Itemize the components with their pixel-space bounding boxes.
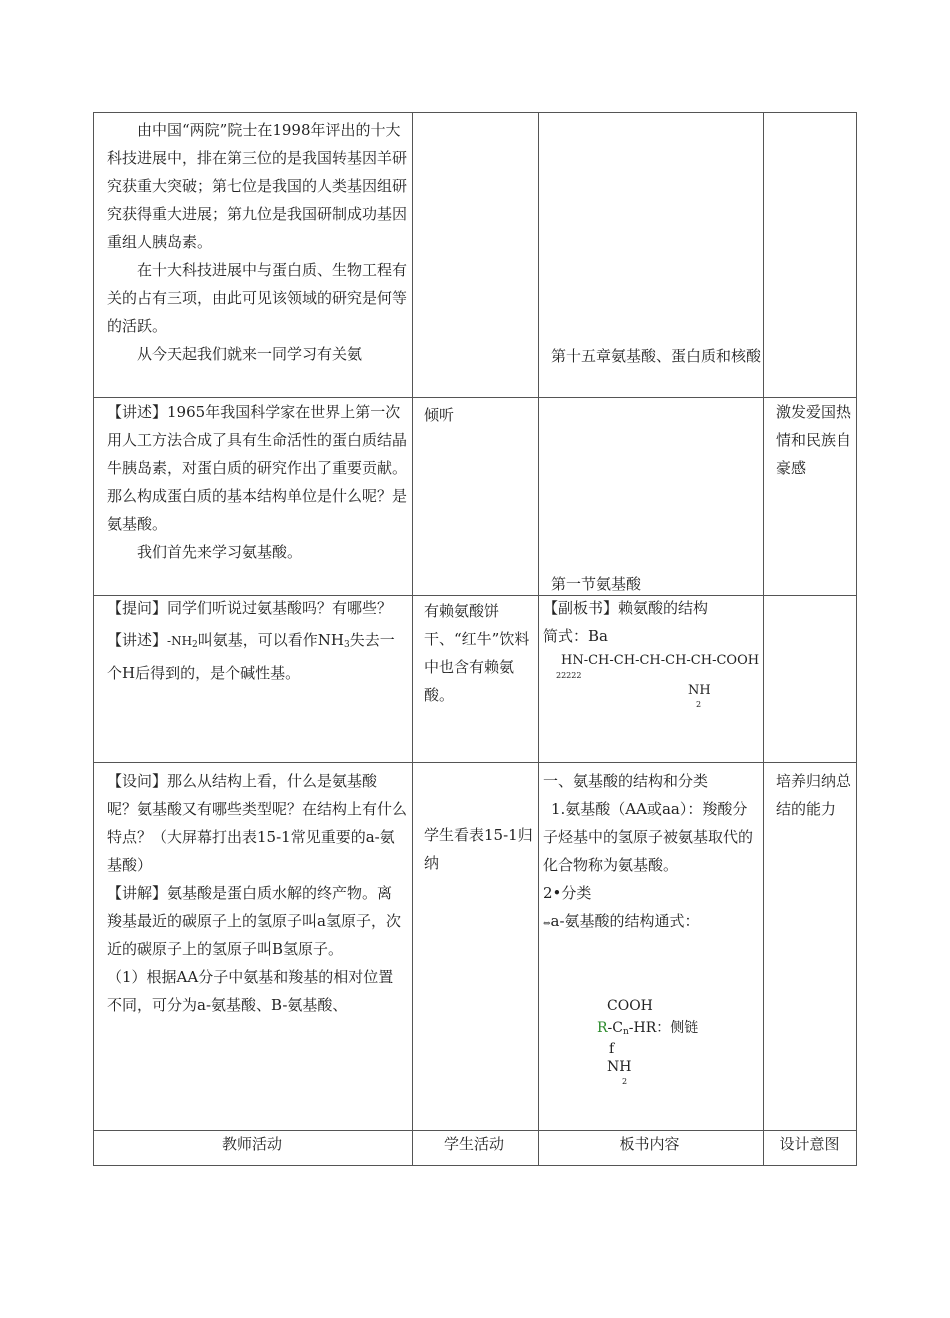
row3-teacher-cell: [107, 594, 407, 687]
board-classification: 2•分类: [543, 884, 592, 902]
board-general-formula-label: [543, 907, 761, 938]
lecture-text: 失去一个H后得到的，是个碱性基。: [107, 631, 395, 682]
formula-text: -HR：侧链: [628, 1020, 699, 1036]
board-heading: 一、氨基酸的结构和分类: [543, 772, 709, 790]
r-group: R: [597, 1020, 608, 1036]
board-note-text: 赖氨酸的结构: [618, 599, 709, 617]
row3-lecture-para: [107, 626, 407, 687]
row2-intent-cell: 激发爱国热情和民族自豪感: [776, 403, 852, 477]
formula-bond: f: [609, 1041, 615, 1057]
row2-teacher-para: [107, 398, 407, 538]
lysine-formula: HN-CH-CH-CH-CH-CH-COOH: [561, 653, 760, 668]
row4-intent-cell: 培养归纳总结的能力: [776, 772, 852, 818]
explain-tag: 【讲解】: [107, 884, 168, 902]
header-design-intent: 设计意图: [779, 1135, 840, 1153]
header-student-activity: 学生活动: [443, 1135, 504, 1153]
subscript: n: [623, 1027, 629, 1037]
row3-student-cell: 有赖氨酸饼干、“红牛”饮料中也含有赖氨酸。: [424, 602, 530, 704]
amino-group-text: -NH: [167, 634, 193, 648]
row2-teacher-cell: [107, 398, 407, 566]
row2-student-cell: 倾听: [424, 406, 455, 424]
row2-teacher-para: 我们首先来学习氨基酸。: [137, 543, 303, 561]
formula-r-line: [597, 1019, 698, 1041]
row1-teacher-para: 由中国“两院”院士在1998年评出的十大科技进展中，排在第三位的是我国转基因羊研究获重大突破；第七位是我国的人类基因组研究获得重大进展；第九位是我国研制成功基因重组人胰岛素。: [107, 121, 408, 251]
header-board-content: 板书内容: [619, 1135, 680, 1153]
row4-teacher-cell: [107, 767, 407, 1019]
row2-board-cell: 第一节氨基酸: [551, 575, 642, 593]
explain-text: 氨基酸是蛋白质水解的终产物。离羧基最近的碳原子上的氢原子叫a氢原子，次近的碳原子上的氢原子叫B氢原子。: [107, 884, 401, 958]
subscript: 3: [344, 640, 350, 650]
question-text: 同学们听说过氨基酸吗？有哪些？: [167, 599, 393, 617]
general-formula-text: a-氨基酸的结构通式：: [550, 912, 700, 930]
row1-teacher-para: 从今天起我们就来一同学习有关氨: [137, 345, 363, 363]
lecture-text: 叫氨基，可以看作NH: [197, 631, 344, 649]
row1-teacher-cell: [107, 116, 407, 368]
subscript: 2: [192, 640, 198, 650]
board-note-tag: 【副板书】: [543, 599, 619, 617]
subscript: 2: [696, 700, 702, 709]
row3-question-para: [107, 594, 407, 622]
row-divider: [94, 762, 856, 763]
formula-nh: NH: [607, 1059, 632, 1075]
board-note-line: 简式：Ba: [543, 627, 608, 645]
lecture-tag: 【讲述】: [107, 403, 168, 421]
formula-text: -C: [607, 1020, 623, 1036]
row4-teacher-para: [107, 879, 407, 963]
formula-subscripts: 22222: [556, 671, 582, 680]
row4-board-cell: [543, 767, 761, 938]
row4-teacher-para: [107, 767, 407, 879]
row1-board-cell: 第十五章氨基酸、蛋白质和核酸: [551, 347, 762, 365]
subscript: 2: [622, 1077, 628, 1086]
column-divider: [763, 113, 764, 1165]
question-tag: 【提问】: [107, 599, 168, 617]
column-divider: [538, 113, 539, 1165]
row3-board-cell: [543, 594, 761, 650]
question-text: 那么从结构上看，什么是氨基酸呢？氨基酸又有哪些类型呢？在结构上有什么特点？（大屏幕打出表15-1常见重要的a-氨基酸）: [107, 772, 408, 874]
board-note-line: [543, 594, 761, 622]
lecture-tag: 【讲述】: [107, 631, 168, 649]
lysine-amino-group: NH: [688, 683, 711, 698]
row4-teacher-para: （1）根据AA分子中氨基和羧基的相对位置不同，可分为a-氨基酸、B-氨基酸、: [107, 968, 394, 1014]
row1-teacher-para: 在十大科技进展中与蛋白质、生物工程有关的占有三项，由此可见该领域的研究是何等的活跃。: [107, 261, 408, 335]
board-definition: 1.氨基酸（AA或aa）：羧酸分子烃基中的氢原子被氨基取代的化合物称为氨基酸。: [543, 800, 754, 874]
header-teacher-activity: 教师活动: [221, 1135, 282, 1153]
row4-student-cell: 学生看表15-1归纳: [424, 826, 533, 872]
arrow-icon: ⇔: [543, 919, 551, 929]
formula-cooh: COOH: [607, 998, 653, 1014]
row2-teacher-text: 1965年我国科学家在世界上第一次用人工方法合成了具有生命活性的蛋白质结晶牛胰岛素，对蛋白质的研究作出了重要贡献。那么构成蛋白质的基本结构单位是什么呢？是氨基酸。: [107, 403, 408, 533]
row-divider: [94, 1130, 856, 1131]
question-tag: 【设问】: [107, 772, 168, 790]
column-divider: [412, 113, 413, 1165]
